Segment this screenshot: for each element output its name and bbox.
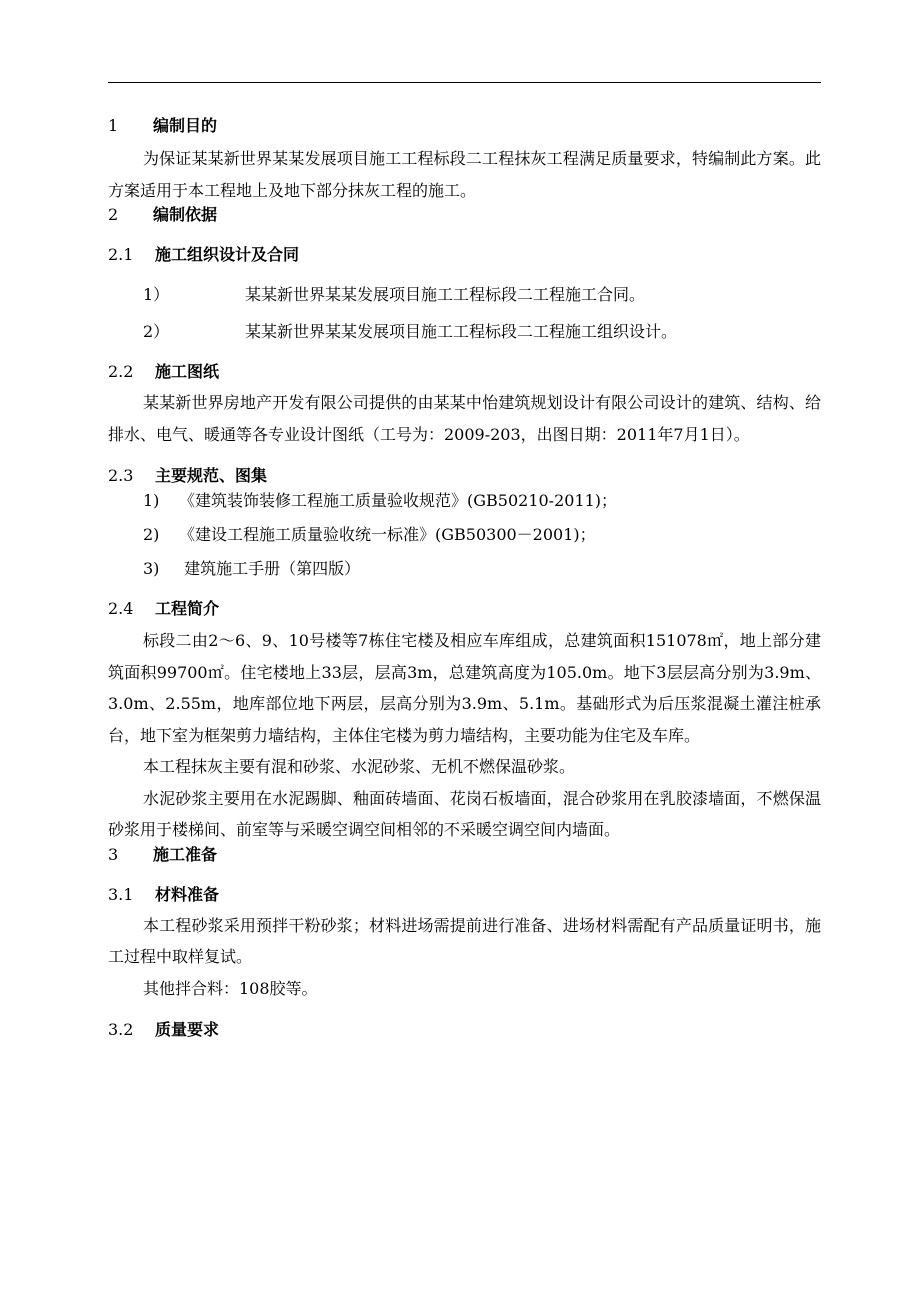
heading-3-2: 3.2 质量要求 (108, 1020, 220, 1039)
heading-2-3: 2.3 主要规范、图集 (108, 466, 268, 485)
heading-3: 3 施工准备 (108, 844, 218, 864)
paragraph: 为保证某某新世界某某发展项目施工工程标段二工程抹灰工程满足质量要求，特编制此方案。此方案适用于本工程地上及地下部分抹灰工程的施工。 (108, 149, 821, 200)
document-body (108, 107, 821, 1040)
paragraph: 本工程抹灰主要有混和砂浆、水泥砂浆、无机不燃保温砂浆。 (143, 757, 576, 776)
list-item: 1) 《建筑装饰装修工程施工质量验收规范》(GB50210-2011)； (143, 491, 618, 510)
paragraph: 其他拌合料：108胶等。 (143, 978, 318, 998)
paragraph: 某某新世界房地产开发有限公司提供的由某某中怡建筑规划设计有限公司设计的建筑、结构、给排水、电气、暖通等各专业设计图纸（工号为：2009-203，出图日期：2011年7月1日）。 (108, 393, 821, 444)
heading-2-1: 2.1 施工组织设计及合同 (108, 245, 300, 264)
header-rule (108, 82, 821, 83)
paragraph: 标段二由2～6、9、10号楼等7栋住宅楼及相应车库组成，总建筑面积151078㎡，地上部分建筑面积99700㎡。住宅楼地上33层，层高3m，总建筑高度为105.0m。地下3层层高分别为3.9m、3.0m、2.55m，地库部位地下两层，层高分别为3.9m、5.1m。基础形式为后压浆混凝土灌注桩承台，地下室为框架剪力墙结构，主体住宅楼为剪力墙结构，主要功能为住宅及车库。 (108, 631, 821, 745)
heading-2-4: 2.4 工程简介 (108, 599, 220, 618)
list-item: 1） 某某新世界某某发展项目施工工程标段二工程施工合同。 (143, 285, 646, 304)
heading-3-1: 3.1 材料准备 (108, 884, 220, 904)
list-item: 2) 《建设工程施工质量验收统一标准》(GB50300－2001)； (143, 525, 596, 544)
paragraph: 本工程砂浆采用预拌干粉砂浆；材料进场需提前进行准备、进场材料需配有产品质量证明书，施工过程中取样复试。 (108, 915, 821, 966)
heading-1: 1 编制目的 (108, 116, 218, 135)
list-item: 2） 某某新世界某某发展项目施工工程标段二工程施工组织设计。 (143, 322, 678, 341)
heading-2: 2 编制依据 (108, 205, 218, 224)
list-item: 3) 建筑施工手册（第四版） (143, 559, 361, 578)
heading-2-2: 2.2 施工图纸 (108, 362, 220, 381)
paragraph: 水泥砂浆主要用在水泥踢脚、釉面砖墙面、花岗石板墙面，混合砂浆用在乳胶漆墙面，不燃保温砂浆用于楼梯间、前室等与采暖空调空间相邻的不采暖空调空间内墙面。 (108, 788, 821, 839)
